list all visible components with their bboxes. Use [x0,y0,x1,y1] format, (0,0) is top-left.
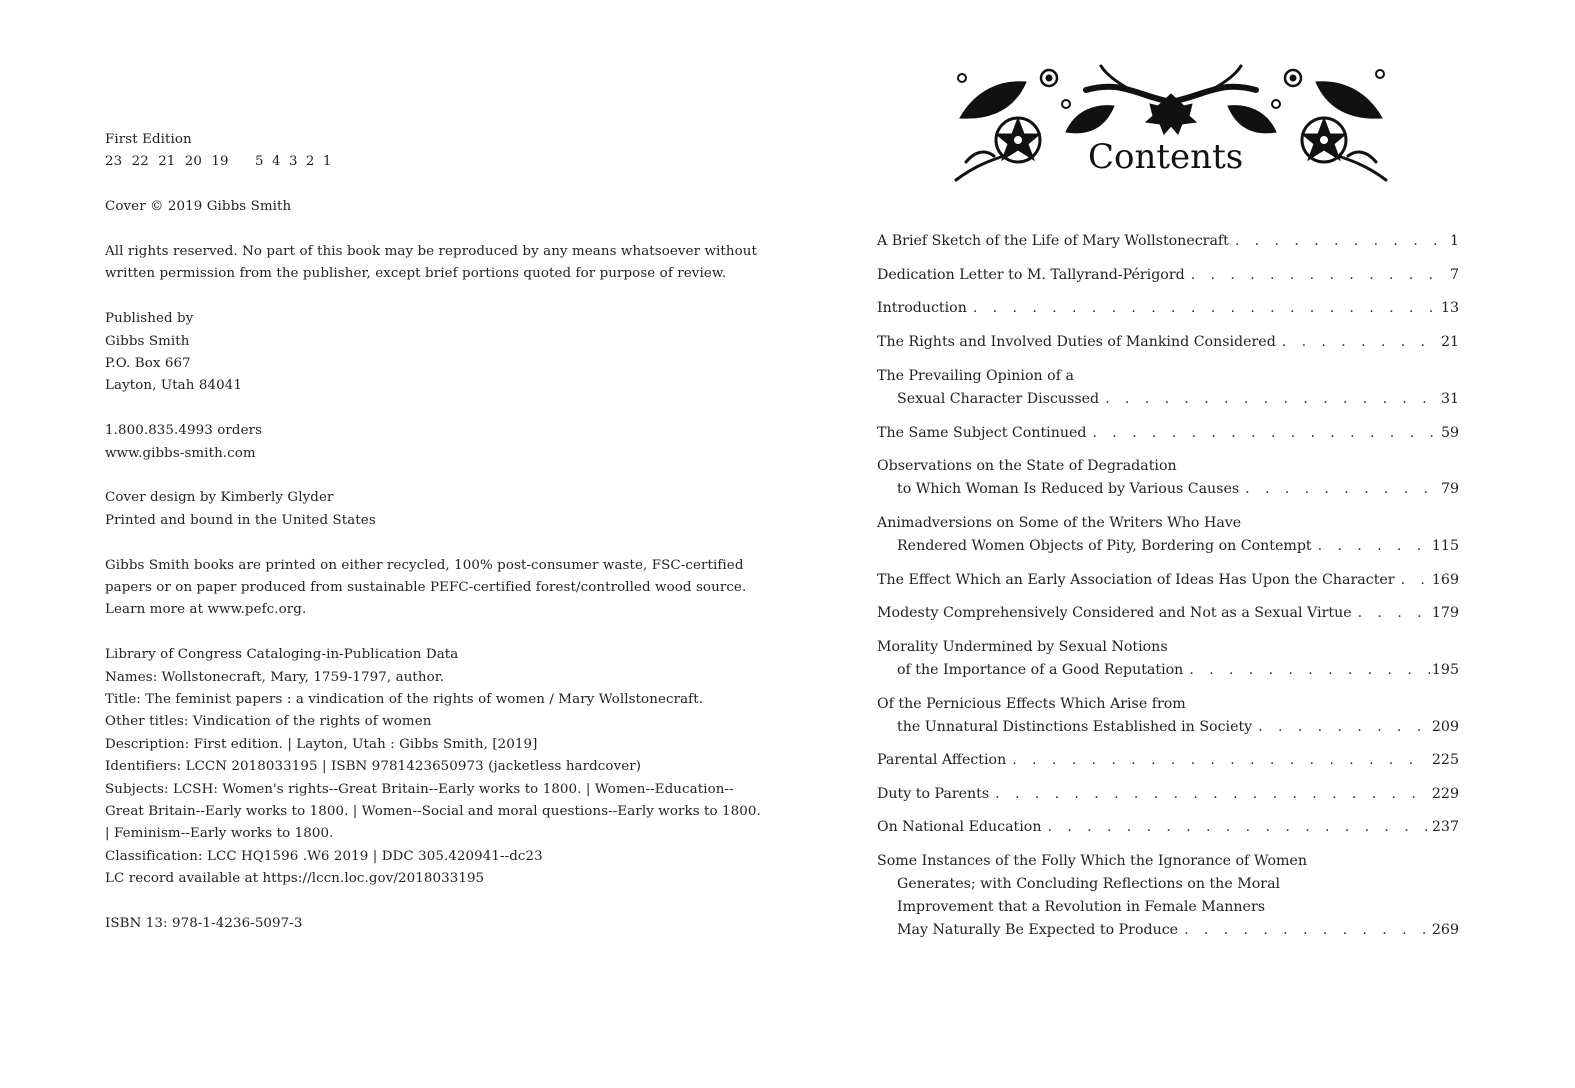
toc-entry[interactable] [877,749,1459,772]
toc-entry[interactable] [877,850,1459,942]
toc-page-number: 237 [1431,819,1459,835]
printing-numbers: 5 4 3 2 1 [255,154,332,170]
rights-block [105,241,757,286]
toc-entry-title: Improvement that a Revolution in Female Manners [897,899,1266,915]
toc-entry[interactable] [877,512,1459,558]
dot-leader [1258,716,1430,739]
publisher-line: Layton, Utah 84041 [105,378,242,394]
toc-entry-title: Morality Undermined by Sexual Notions [877,639,1168,655]
cip-line: Title: The feminist papers : a vindication of the rights of women / Mary Wollstonecraft. [105,692,704,708]
publisher-block [105,308,745,398]
dot-leader [1318,535,1430,558]
dot-leader [1245,478,1439,501]
cip-line: Description: First edition. | Layton, Utah : Gibbs Smith, [2019] [105,736,538,752]
toc-entry[interactable] [877,331,1459,354]
cip-line: Names: Wollstonecraft, Mary, 1759-1797, author. [105,669,445,685]
printing-line [105,151,745,173]
environment-line: papers or on paper produced from sustainable PEFC-certified forest/controlled wood source. [105,580,747,596]
toc-page-number: 229 [1431,786,1459,802]
toc-entry-title: Some Instances of the Folly Which the Ignorance of Women [877,853,1307,869]
edition-line: First Edition [105,132,192,147]
dot-leader [1191,264,1448,287]
toc-page-number: 21 [1440,334,1459,350]
toc-entry[interactable] [877,264,1459,287]
publisher-line: Gibbs Smith [105,333,190,349]
toc-page-number: 13 [1440,300,1459,316]
edition-block [105,129,745,174]
toc-entry-title: Parental Affection [877,752,1007,768]
toc-entry[interactable] [877,636,1459,682]
printing-years: 23 22 21 20 19 [105,154,229,170]
toc-entry-title: Animadversions on Some of the Writers Who Have [877,515,1242,531]
dot-leader [1012,749,1430,772]
toc-entry[interactable] [877,783,1459,806]
dot-leader [973,297,1439,320]
toc-entry-title: Introduction [877,300,967,316]
toc-entry[interactable] [877,422,1459,445]
toc-entry-title: The Rights and Involved Duties of Mankind Considered [877,334,1276,350]
design-block [105,487,745,532]
rights-line: written permission from the publisher, except brief portions quoted for purpose of review. [105,266,727,282]
rights-line: All rights reserved. No part of this book may be reproduced by any means whatsoever without [105,244,757,259]
contact-block [105,420,745,465]
toc-entry[interactable] [877,693,1459,739]
publisher-line: P.O. Box 667 [105,356,191,372]
toc-entry-title: of the Importance of a Good Reputation [897,662,1184,678]
toc-page-number: 209 [1431,719,1459,735]
dot-leader [1092,422,1438,445]
contact-line: www.gibbs-smith.com [105,445,256,461]
dot-leader [995,783,1430,806]
environment-line: Gibbs Smith books are printed on either recycled, 100% post-consumer waste, FSC-certified [105,557,744,573]
toc-page-number: 179 [1431,605,1459,621]
dot-leader [1047,816,1429,839]
isbn-block [105,913,745,935]
cover-copyright-block [105,196,745,218]
toc-page-number: 169 [1431,572,1459,588]
publisher-line: Published by [105,311,194,327]
cip-line: | Feminism--Early works to 1800. [105,826,334,842]
toc-entry-title: The Same Subject Continued [877,425,1087,441]
toc-entry-title: May Naturally Be Expected to Produce [897,922,1179,938]
environment-line: Learn more at www.pefc.org. [105,602,307,618]
toc-entry[interactable] [877,455,1459,501]
contents-title: Contents [1088,137,1244,177]
toc-page-number: 79 [1440,481,1459,497]
toc-entry-title: A Brief Sketch of the Life of Mary Wollstonecraft [877,233,1229,249]
toc-entry-title: Of the Pernicious Effects Which Arise from [877,696,1186,712]
toc-entry-title: Modesty Comprehensively Considered and Not as a Sexual Virtue [877,605,1352,621]
toc-page-number: 31 [1440,391,1459,407]
toc-entry-title: the Unnatural Distinctions Established in Society [897,719,1253,735]
toc-entry-title: Generates; with Concluding Reflections on the Moral [897,876,1281,892]
dot-leader [1184,919,1430,942]
cip-line: LC record available at https://lccn.loc.gov/2018033195 [105,871,485,887]
toc-entry-title: The Prevailing Opinion of a [877,368,1074,384]
toc-entry-title: Observations on the State of Degradation [877,458,1177,474]
cip-line: Subjects: LCSH: Women's rights--Great Britain--Early works to 1800. | Women--Education-- [105,781,734,797]
dot-leader [1282,331,1439,354]
cip-line: Library of Congress Cataloging-in-Publication Data [105,647,459,663]
toc-page-number: 225 [1431,752,1459,768]
toc-page-number: 59 [1440,425,1459,441]
toc-page-number: 269 [1431,922,1459,938]
toc-entry-title: Dedication Letter to M. Tallyrand-Périgord [877,267,1185,283]
toc-entry-title: Sexual Character Discussed [897,391,1100,407]
dot-leader [1189,659,1430,682]
toc-page-number: 195 [1431,662,1459,678]
toc-page-number: 1 [1449,233,1459,249]
design-line: Cover design by Kimberly Glyder [105,490,334,506]
toc-entry[interactable] [877,602,1459,625]
toc-entry[interactable] [877,569,1459,592]
toc-entry[interactable] [877,297,1459,320]
toc-entry[interactable] [877,816,1459,839]
toc-entry-title: On National Education [877,819,1042,835]
dot-leader [1358,602,1430,625]
cip-block [105,644,761,890]
toc-entry-title: The Effect Which an Early Association of Ideas Has Upon the Character [877,572,1395,588]
toc-entry-title: to Which Woman Is Reduced by Various Causes [897,481,1240,497]
toc-entry-title: Rendered Women Objects of Pity, Bordering on Contempt [897,538,1312,554]
dot-leader [1105,388,1439,411]
toc-entry-title: Duty to Parents [877,786,990,802]
toc-page-number: 7 [1449,267,1459,283]
toc-page-number: 115 [1431,538,1459,554]
design-line: Printed and bound in the United States [105,512,376,528]
toc-entry[interactable] [877,230,1459,253]
environment-block [105,555,745,622]
toc-entry[interactable] [877,365,1459,411]
copyright-page [105,129,761,958]
dot-leader [1235,230,1448,253]
isbn-line: ISBN 13: 978-1-4236-5097-3 [105,916,303,932]
contact-line: 1.800.835.4993 orders [105,423,263,439]
dot-leader [1401,569,1430,592]
cip-line: Identifiers: LCCN 2018033195 | ISBN 9781423650973 (jacketless hardcover) [105,759,642,775]
cip-line: Other titles: Vindication of the rights of women [105,714,432,730]
cip-line: Classification: LCC HQ1596 .W6 2019 | DDC 305.420941--dc23 [105,848,543,864]
cip-line: Great Britain--Early works to 1800. | Women--Social and moral questions--Early works to 1800. [105,804,761,820]
cover-copyright: Cover © 2019 Gibbs Smith [105,199,292,215]
